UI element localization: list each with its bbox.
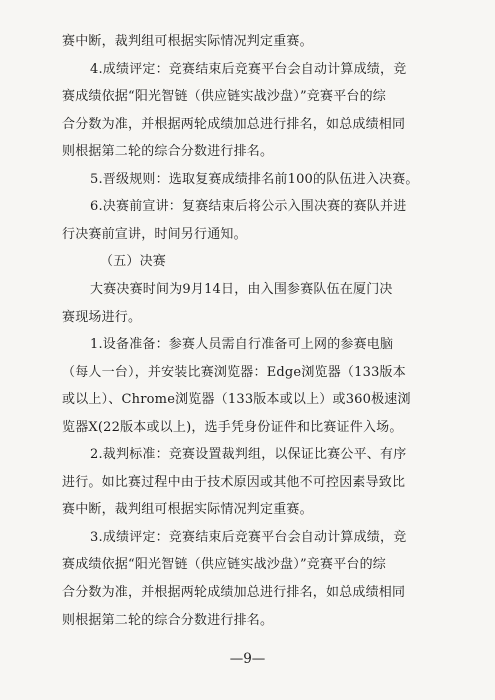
text-line: 6.决赛前宣讲：复赛结束后将公示入围决赛的赛队并进 bbox=[90, 199, 407, 215]
text-line: 赛中断，裁判组可根据实际情况判定重赛。 bbox=[62, 34, 313, 49]
text-line: 赛成绩依据“阳光智链（供应链实战沙盘）”竞赛平台的综 bbox=[62, 557, 386, 573]
text-line: 2.裁判标准：竞赛设置裁判组，以保证比赛公平、有序 bbox=[90, 447, 407, 463]
text-line: 进行。如比赛过程中由于技术原因或其他不可控因素导致比 bbox=[62, 474, 406, 490]
text-line: 合分数为准，并根据两轮成绩加总进行排名，如总成绩相同 bbox=[62, 116, 406, 132]
section-heading: （五）决赛 bbox=[100, 254, 167, 270]
text-line: 赛中断，裁判组可根据实际情况判定重赛。 bbox=[62, 502, 313, 518]
text-line: 大赛决赛时间为9月14日，由入围参赛队伍在厦门决 bbox=[90, 281, 393, 297]
text-line: 或以上）、Chrome浏览器（133版本或以上）或360极速浏 bbox=[62, 392, 411, 408]
text-line: 览器X(22版本或以上)，选手凭身份证件和比赛证件入场。 bbox=[62, 419, 403, 435]
text-line: 3.成绩评定：竞赛结束后竞赛平台会自动计算成绩，竞 bbox=[90, 529, 407, 545]
text-line: 则根据第二轮的综合分数进行排名。 bbox=[62, 612, 274, 628]
text-line: 4.成绩评定：竞赛结束后竞赛平台会自动计算成绩，竞 bbox=[90, 61, 407, 77]
text-line: 合分数为准，并根据两轮成绩加总进行排名，如总成绩相同 bbox=[62, 584, 406, 600]
text-line: （每人一台），并安装比赛浏览器：Edge浏览器（133版本 bbox=[62, 364, 406, 380]
text-line: 赛现场进行。 bbox=[62, 309, 142, 325]
text-line: 则根据第二轮的综合分数进行排名。 bbox=[62, 144, 274, 160]
text-line: 1.设备准备：参赛人员需自行准备可上网的参赛电脑 bbox=[90, 337, 394, 352]
page-number: —9— bbox=[229, 651, 266, 667]
text-line: 赛成绩依据“阳光智链（供应链实战沙盘）”竞赛平台的综 bbox=[62, 89, 386, 105]
text-line: 5.晋级规则：选取复赛成绩排名前100的队伍进入决赛。 bbox=[90, 171, 419, 187]
text-line: 行决赛前宣讲，时间另行通知。 bbox=[62, 226, 247, 242]
